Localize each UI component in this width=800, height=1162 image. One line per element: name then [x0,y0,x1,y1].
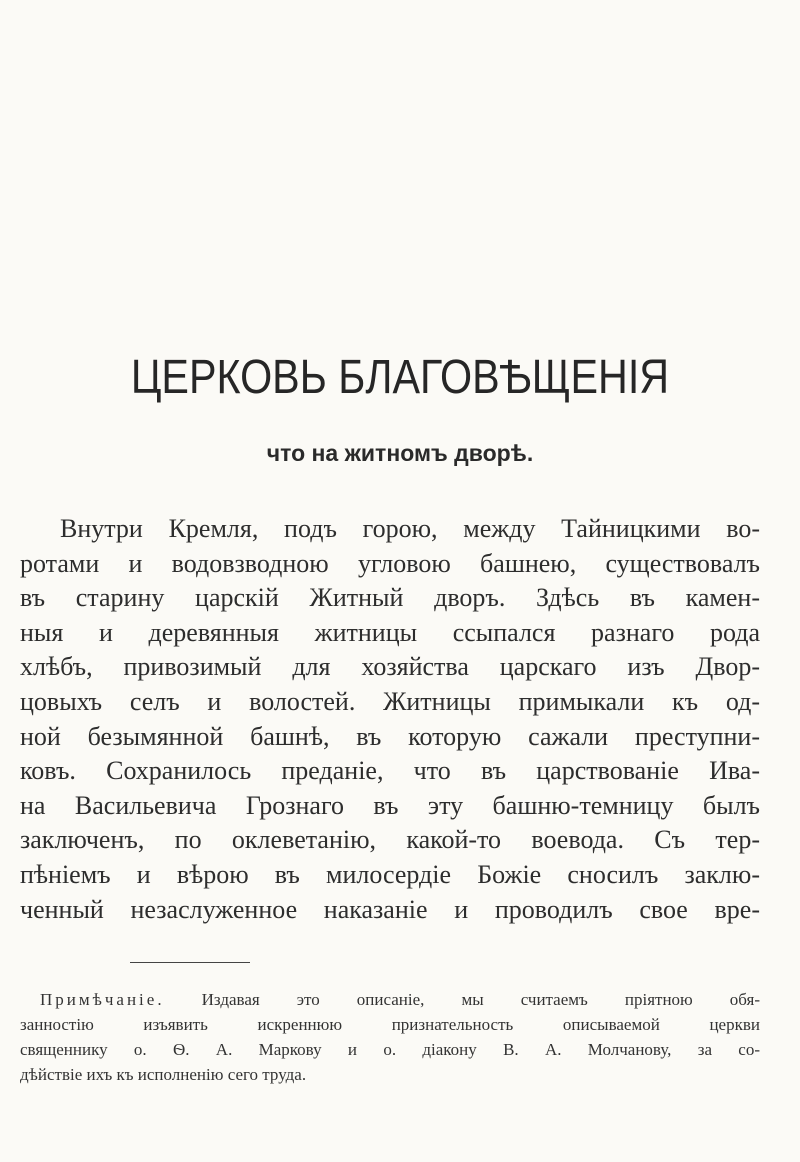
body-line: на Васильевича Грознаго въ эту башню-темницу былъ [20,790,760,820]
page-title: ЦЕРКОВЬ БЛАГОВѢЩЕНІЯ [130,351,670,404]
body-line: ной безымянной башнѣ, въ которую сажали преступни- [20,721,760,751]
body-line: цовыхъ селъ и волостей. Житницы примыкали къ од- [20,686,760,716]
body-paragraph [20,512,760,927]
body-line: ротами и водовзводною угловою башнею, существовалъ [20,548,760,578]
body-line: пѣніемъ и вѣрою въ милосердіе Божіе сносилъ заклю- [20,859,760,889]
body-line: хлѣбъ, привозимый для хозяйства царскаго изъ Двор- [20,652,760,682]
body-line: ченный незаслуженное наказаніе и проводилъ свое вре- [20,894,760,924]
body-line: ныя и деревянныя житницы ссыпался разнаго рода [20,617,760,647]
body-line: ковъ. Сохранилось преданіе, что въ царствованіе Ива- [20,756,760,786]
body-line: заключенъ, по оклеветанію, какой-то воевода. Съ тер- [20,825,760,855]
footnote-label: Примѣчаніе. [40,990,165,1009]
body-line: въ старину царскій Житный дворъ. Здѣсь въ камен- [20,583,760,613]
footnote-line: священнику о. Ѳ. А. Маркову и о. діакону В. А. Молчанову, за со- [20,1040,760,1059]
footnote-text: Издавая это описаніе, мы считаемъ пріятною обя- [201,990,761,1009]
footnote-line [20,987,760,1012]
page-subtitle: что на житномъ дворѣ. [266,440,534,466]
footnote [20,987,760,1087]
footnote-divider [130,962,250,963]
footnote-line: занностію изъявить искреннюю признательность описываемой церкви [20,1015,760,1034]
footnote-line: дѣйствіе ихъ къ исполненію сего труда. [20,1065,307,1084]
body-line: Внутри Кремля, подъ горою, между Тайницкими во- [60,514,760,543]
